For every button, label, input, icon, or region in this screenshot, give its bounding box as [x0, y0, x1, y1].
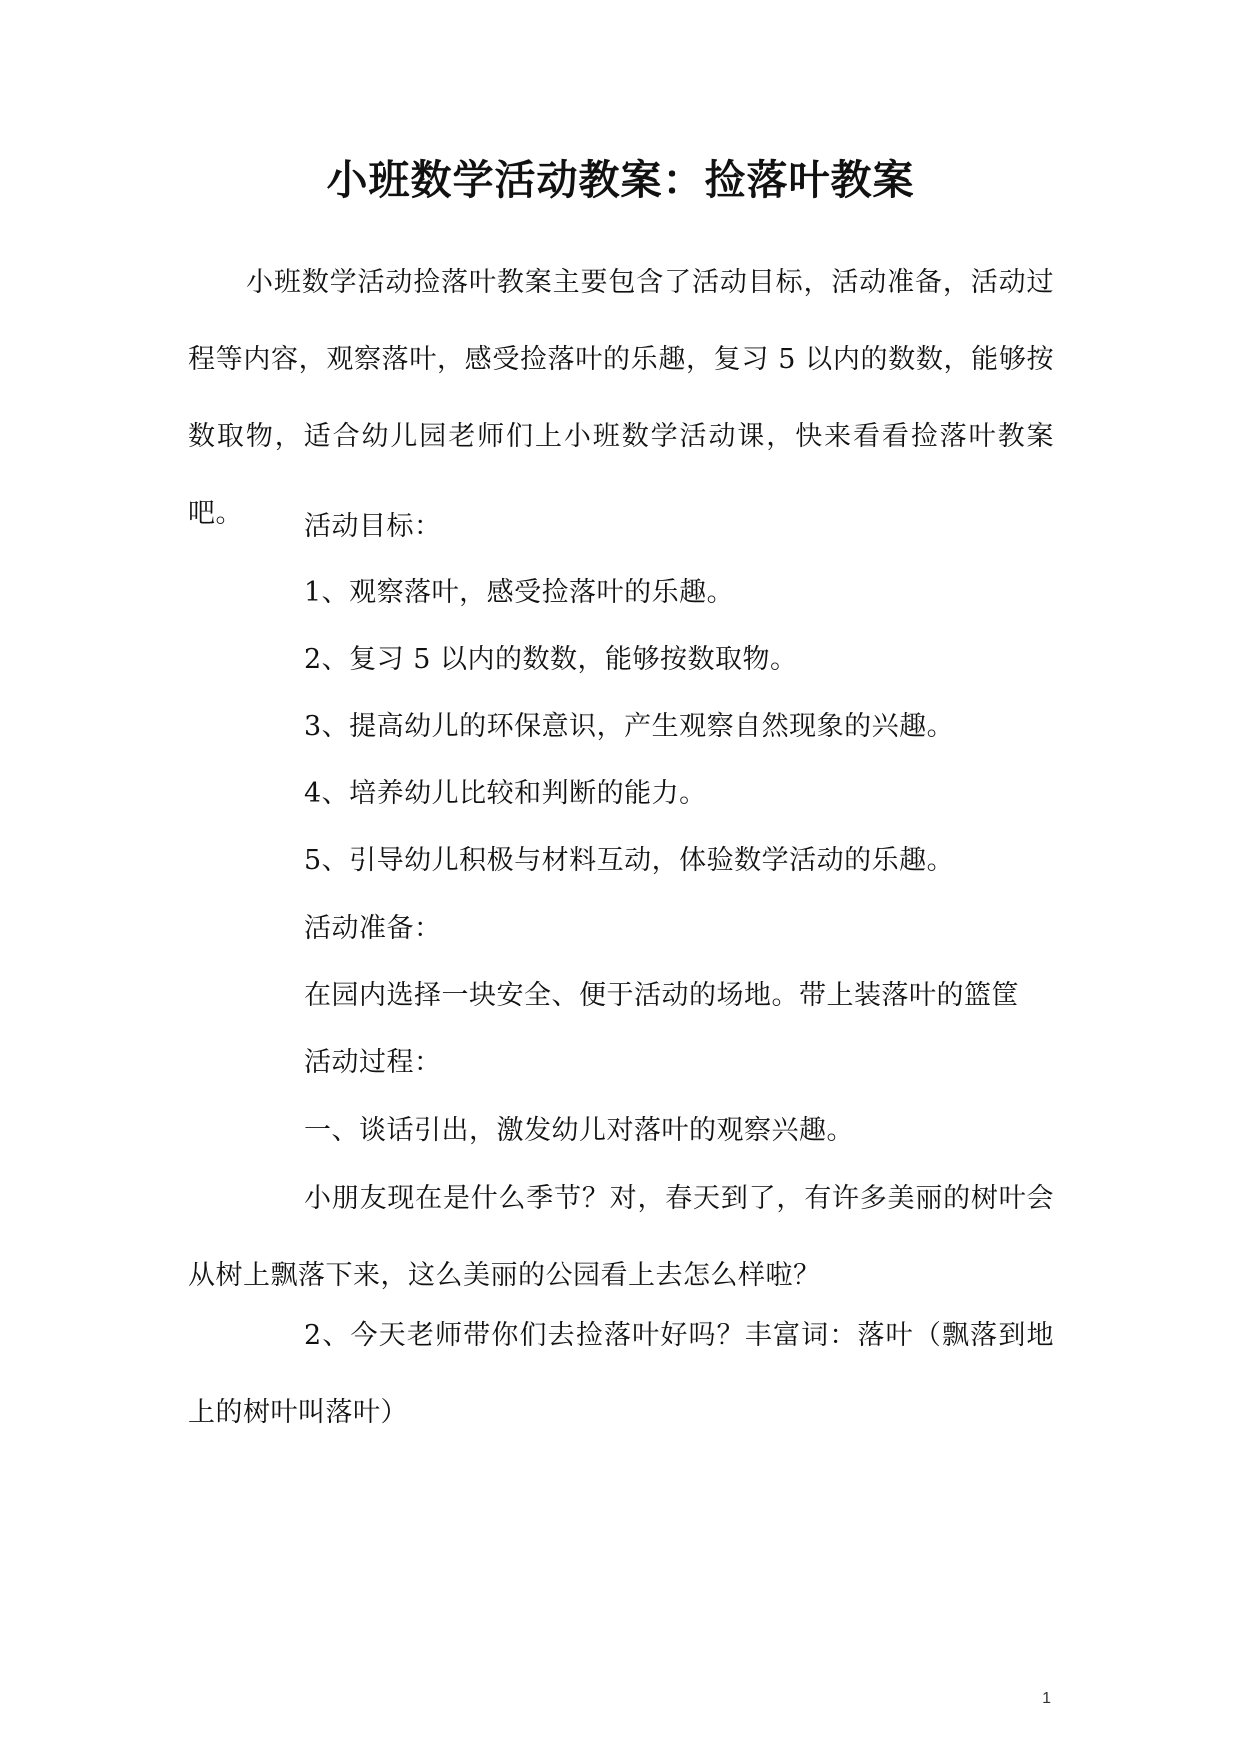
process-heading: 活动过程：	[304, 1047, 442, 1078]
process-paragraph-2: 2、今天老师带你们去捡落叶好吗？丰富词：落叶（飘落到地上的树叶叫落叶）	[188, 1320, 1054, 1428]
prep-text: 在园内选择一块安全、便于活动的场地。带上装落叶的篮筐	[304, 980, 1019, 1011]
intro-paragraph: 小班数学活动捡落叶教案主要包含了活动目标，活动准备，活动过程等内容，观察落叶，感受捡落叶的乐趣，复习 5 以内的数数，能够按数取物，适合幼儿园老师们上小班数学活动课，快来看看捡落叶教案吧。	[188, 267, 1054, 529]
goal-item-4: 4、培养幼儿比较和判断的能力。	[304, 778, 707, 809]
goal-item-3: 3、提高幼儿的环保意识，产生观察自然现象的兴趣。	[304, 711, 955, 742]
prep-heading: 活动准备：	[304, 913, 442, 944]
goal-item-5: 5、引导幼儿积极与材料互动，体验数学活动的乐趣。	[304, 845, 955, 876]
process-paragraph-1: 小朋友现在是什么季节？对，春天到了，有许多美丽的树叶会从树上飘落下来，这么美丽的公园看上去怎么样啦？	[188, 1183, 1054, 1291]
goals-heading: 活动目标：	[304, 511, 442, 542]
goal-item-1: 1、观察落叶，感受捡落叶的乐趣。	[304, 577, 735, 608]
process-step-1: 一、谈话引出，激发幼儿对落叶的观察兴趣。	[304, 1115, 854, 1146]
page-title: 小班数学活动教案：捡落叶教案	[326, 156, 915, 204]
goal-item-2: 2、复习 5 以内的数数，能够按数取物。	[304, 644, 798, 675]
page-number: 1	[1042, 1690, 1051, 1707]
